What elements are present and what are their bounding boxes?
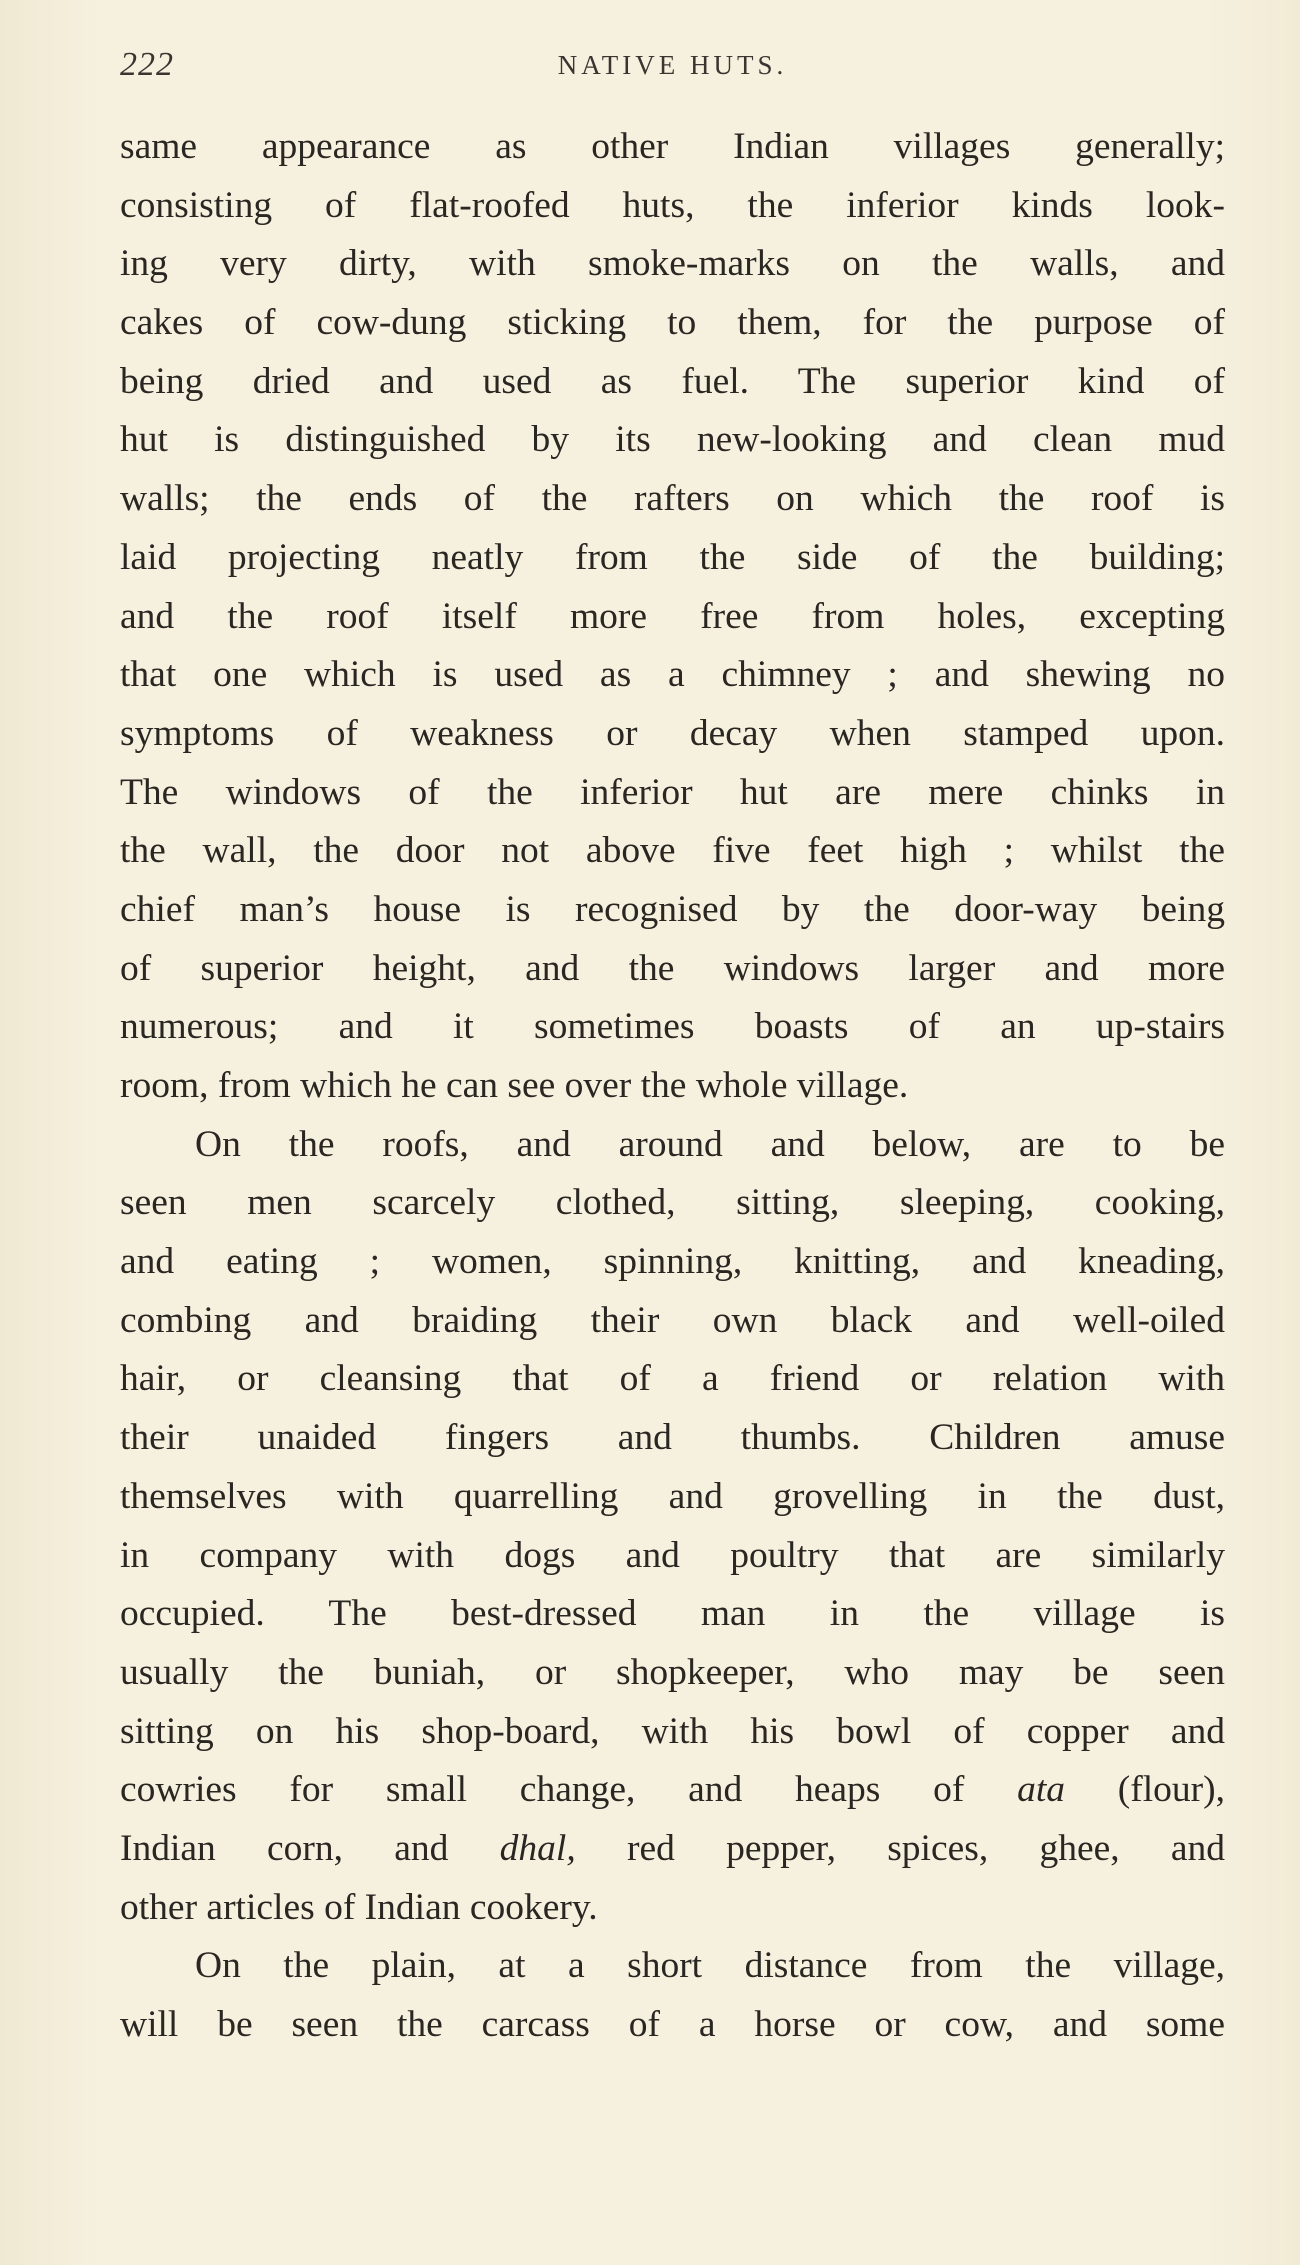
text-line: numerous; and it sometimes boasts of an up-stairs [120, 1006, 1225, 1048]
text-line: of superior height, and the windows larger and more [120, 947, 1225, 989]
text-line: laid projecting neatly from the side of the building; [120, 536, 1225, 578]
italic-term-ata: ata [1017, 1769, 1066, 1811]
running-title: NATIVE HUTS. [557, 50, 788, 80]
text-segment: (flour), [1065, 1769, 1225, 1811]
italic-term-dhal: dhal, [499, 1827, 576, 1869]
text-line: On the roofs, and around and below, are to be [195, 1123, 1225, 1165]
text-line: and eating ; women, spinning, knitting, and kneading, [120, 1241, 1225, 1283]
text-line: walls; the ends of the rafters on which the roof is [120, 478, 1225, 520]
text-line: themselves with quarrelling and grovelling in the dust, [120, 1475, 1225, 1517]
text-segment: cowries for small change, and heaps of [120, 1769, 1018, 1811]
text-line: sitting on his shop-board, with his bowl of copper and [120, 1710, 1225, 1752]
text-line: consisting of flat-roofed huts, the inferior kinds look- [120, 184, 1225, 226]
text-segment: red pepper, spices, ghee, and [575, 1827, 1225, 1869]
text-line: On the plain, at a short distance from the village, [195, 1945, 1225, 1987]
text-line: will be seen the carcass of a horse or cow, and some [120, 2004, 1225, 2045]
text-line: same appearance as other Indian villages generally; [120, 126, 1225, 167]
text-line: and the roof itself more free from holes, excepting [120, 595, 1225, 637]
page-number: 222 [120, 46, 174, 83]
text-line [120, 1820, 1225, 1879]
text-line: ing very dirty, with smoke-marks on the walls, and [120, 243, 1225, 285]
text-line: seen men scarcely clothed, sitting, sleeping, cooking, [120, 1182, 1225, 1224]
text-line: being dried and used as fuel. The superior kind of [120, 360, 1225, 402]
text-line: cakes of cow-dung sticking to them, for the purpose of [120, 302, 1225, 344]
text-line [120, 1761, 1225, 1820]
text-line: symptoms of weakness or decay when stamped upon. [120, 712, 1225, 754]
text-line: room, from which he can see over the whole village. [120, 1065, 909, 1106]
text-line: The windows of the inferior hut are mere chinks in [120, 771, 1225, 813]
text-line: combing and braiding their own black and well-oiled [120, 1299, 1225, 1341]
text-line: usually the buniah, or shopkeeper, who may be seen [120, 1651, 1225, 1693]
text-line: hair, or cleansing that of a friend or relation with [120, 1358, 1225, 1400]
text-line: occupied. The best-dressed man in the village is [120, 1593, 1225, 1635]
text-line: chief man’s house is recognised by the door-way being [120, 888, 1225, 930]
text-line: in company with dogs and poultry that are similarly [120, 1534, 1225, 1576]
page-header [120, 46, 1225, 96]
text-line: that one which is used as a chimney ; and shewing no [120, 654, 1225, 696]
body-text [120, 118, 1225, 2055]
text-line: hut is distinguished by its new-looking and clean mud [120, 419, 1225, 461]
text-line: other articles of Indian cookery. [120, 1886, 598, 1928]
text-line: the wall, the door not above five feet high ; whilst the [120, 830, 1225, 872]
text-line: their unaided fingers and thumbs. Children amuse [120, 1417, 1225, 1459]
text-segment: Indian corn, and [120, 1827, 500, 1869]
